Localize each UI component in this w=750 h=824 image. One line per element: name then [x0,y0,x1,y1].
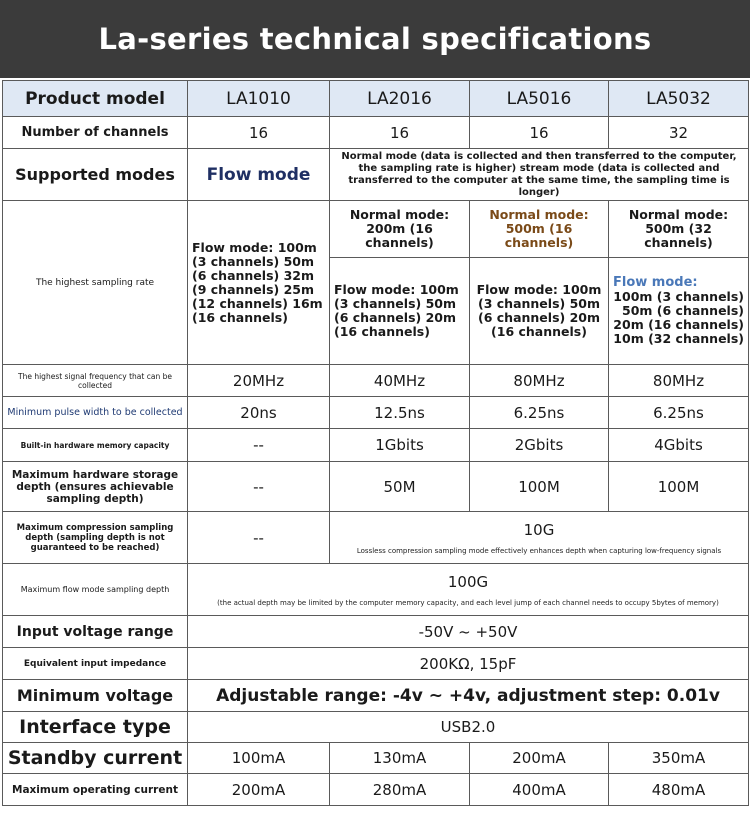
min-voltage-value: Adjustable range: -4v ~ +4v, adjustment step: 0.01v [188,680,749,712]
channels-la5032: 32 [609,117,749,149]
sampling-la2016-flow: Flow mode: 100m (3 channels) 50m (6 channels) 20m (16 channels) [330,258,470,365]
operating-la2016: 280mA [330,774,470,806]
title-banner [0,0,750,78]
interface-label: Interface type [3,712,188,743]
pulse-width-la2016: 12.5ns [330,397,470,429]
compression-depth-label: Maximum compression sampling depth (sampling depth is not guaranteed to be reached) [3,512,188,564]
impedance-label: Equivalent input impedance [3,648,188,680]
table-row-memory [3,429,749,462]
table-row-interface [3,712,749,743]
sampling-la5032-normal: Normal mode: 500m (32 channels) [609,201,749,258]
modes-other-models: Normal mode (data is collected and then transferred to the computer, the sampling rate is higher) stream mode (data is collected and transferred to the computer at the same time, the sampling time is longer) [330,149,749,201]
standby-la1010: 100mA [188,743,330,774]
channels-label: Number of channels [3,117,188,149]
modes-label: Supported modes [3,149,188,201]
channels-la1010: 16 [188,117,330,149]
operating-label: Maximum operating current [3,774,188,806]
pulse-width-la1010: 20ns [188,397,330,429]
operating-la5032: 480mA [609,774,749,806]
signal-freq-label: The highest signal frequency that can be collected [3,365,188,397]
sampling-la2016-normal: Normal mode: 200m (16 channels) [330,201,470,258]
model-la2016: LA2016 [330,81,470,117]
table-row-flow-depth [3,564,749,616]
spec-sheet [0,78,750,824]
min-voltage-label: Minimum voltage [3,680,188,712]
flow-depth-note: (the actual depth may be limited by the computer memory capacity, and each level jump of each channel needs to occupy 5bytes of memory) [217,598,719,607]
standby-label: Standby current [3,743,188,774]
signal-freq-la2016: 40MHz [330,365,470,397]
operating-la1010: 200mA [188,774,330,806]
memory-label: Built-in hardware memory capacity [3,429,188,462]
table-row-input-voltage [3,616,749,648]
signal-freq-la1010: 20MHz [188,365,330,397]
modes-la1010: Flow mode [188,149,330,201]
compression-depth-la1010: -- [188,512,330,564]
flow-depth-label: Maximum flow mode sampling depth [3,564,188,616]
table-row-storage-depth [3,462,749,512]
page-title: La-series technical specifications [98,22,652,56]
standby-la2016: 130mA [330,743,470,774]
compression-depth-note: Lossless compression sampling mode effectively enhances depth when capturing low-frequency signals [356,546,722,555]
operating-la5016: 400mA [470,774,609,806]
memory-la1010: -- [188,429,330,462]
sampling-la5032-flow-cell [609,258,749,365]
compression-depth-cell [330,512,749,564]
table-row-channels [3,117,749,149]
storage-depth-la5016: 100M [470,462,609,512]
sampling-la1010: Flow mode: 100m (3 channels) 50m (6 channels) 32m (9 channels) 25m (12 channels) 16m (16 channels) [188,201,330,365]
memory-la5032: 4Gbits [609,429,749,462]
storage-depth-label: Maximum hardware storage depth (ensures achievable sampling depth) [3,462,188,512]
standby-la5032: 350mA [609,743,749,774]
model-la1010: LA1010 [188,81,330,117]
table-row-modes [3,149,749,201]
table-row-min-voltage [3,680,749,712]
signal-freq-la5016: 80MHz [470,365,609,397]
input-voltage-value: -50V ~ +50V [188,616,749,648]
spec-table [2,80,749,806]
table-row-standby-current [3,743,749,774]
impedance-value: 200KΩ, 15pF [188,648,749,680]
flow-depth-cell [188,564,749,616]
table-row-compression-depth [3,512,749,564]
table-row-impedance [3,648,749,680]
sampling-la5016-flow: Flow mode: 100m (3 channels) 50m (6 channels) 20m (16 channels) [470,258,609,365]
storage-depth-la5032: 100M [609,462,749,512]
channels-la5016: 16 [470,117,609,149]
sampling-la5032-flow: 100m (3 channels) 50m (6 channels) 20m (16 channels) 10m (32 channels) [613,289,744,346]
sampling-la5032-flow-title: Flow mode: [613,275,698,290]
table-row-signal-frequency [3,365,749,397]
memory-la2016: 1Gbits [330,429,470,462]
interface-value: USB2.0 [188,712,749,743]
channels-la2016: 16 [330,117,470,149]
table-row-operating-current [3,774,749,806]
sampling-la5016-normal: Normal mode: 500m (16 channels) [470,201,609,258]
pulse-width-label: Minimum pulse width to be collected [3,397,188,429]
memory-la5016: 2Gbits [470,429,609,462]
storage-depth-la2016: 50M [330,462,470,512]
sampling-label: The highest sampling rate [3,201,188,365]
signal-freq-la5032: 80MHz [609,365,749,397]
storage-depth-la1010: -- [188,462,330,512]
table-row-header [3,81,749,117]
model-la5032: LA5032 [609,81,749,117]
table-row-pulse-width [3,397,749,429]
model-la5016: LA5016 [470,81,609,117]
table-row-sampling-normal [3,201,749,258]
standby-la5016: 200mA [470,743,609,774]
pulse-width-la5032: 6.25ns [609,397,749,429]
input-voltage-label: Input voltage range [3,616,188,648]
compression-depth-value: 10G [523,520,555,539]
flow-depth-value: 100G [447,572,489,591]
pulse-width-la5016: 6.25ns [470,397,609,429]
header-label: Product model [3,81,188,117]
